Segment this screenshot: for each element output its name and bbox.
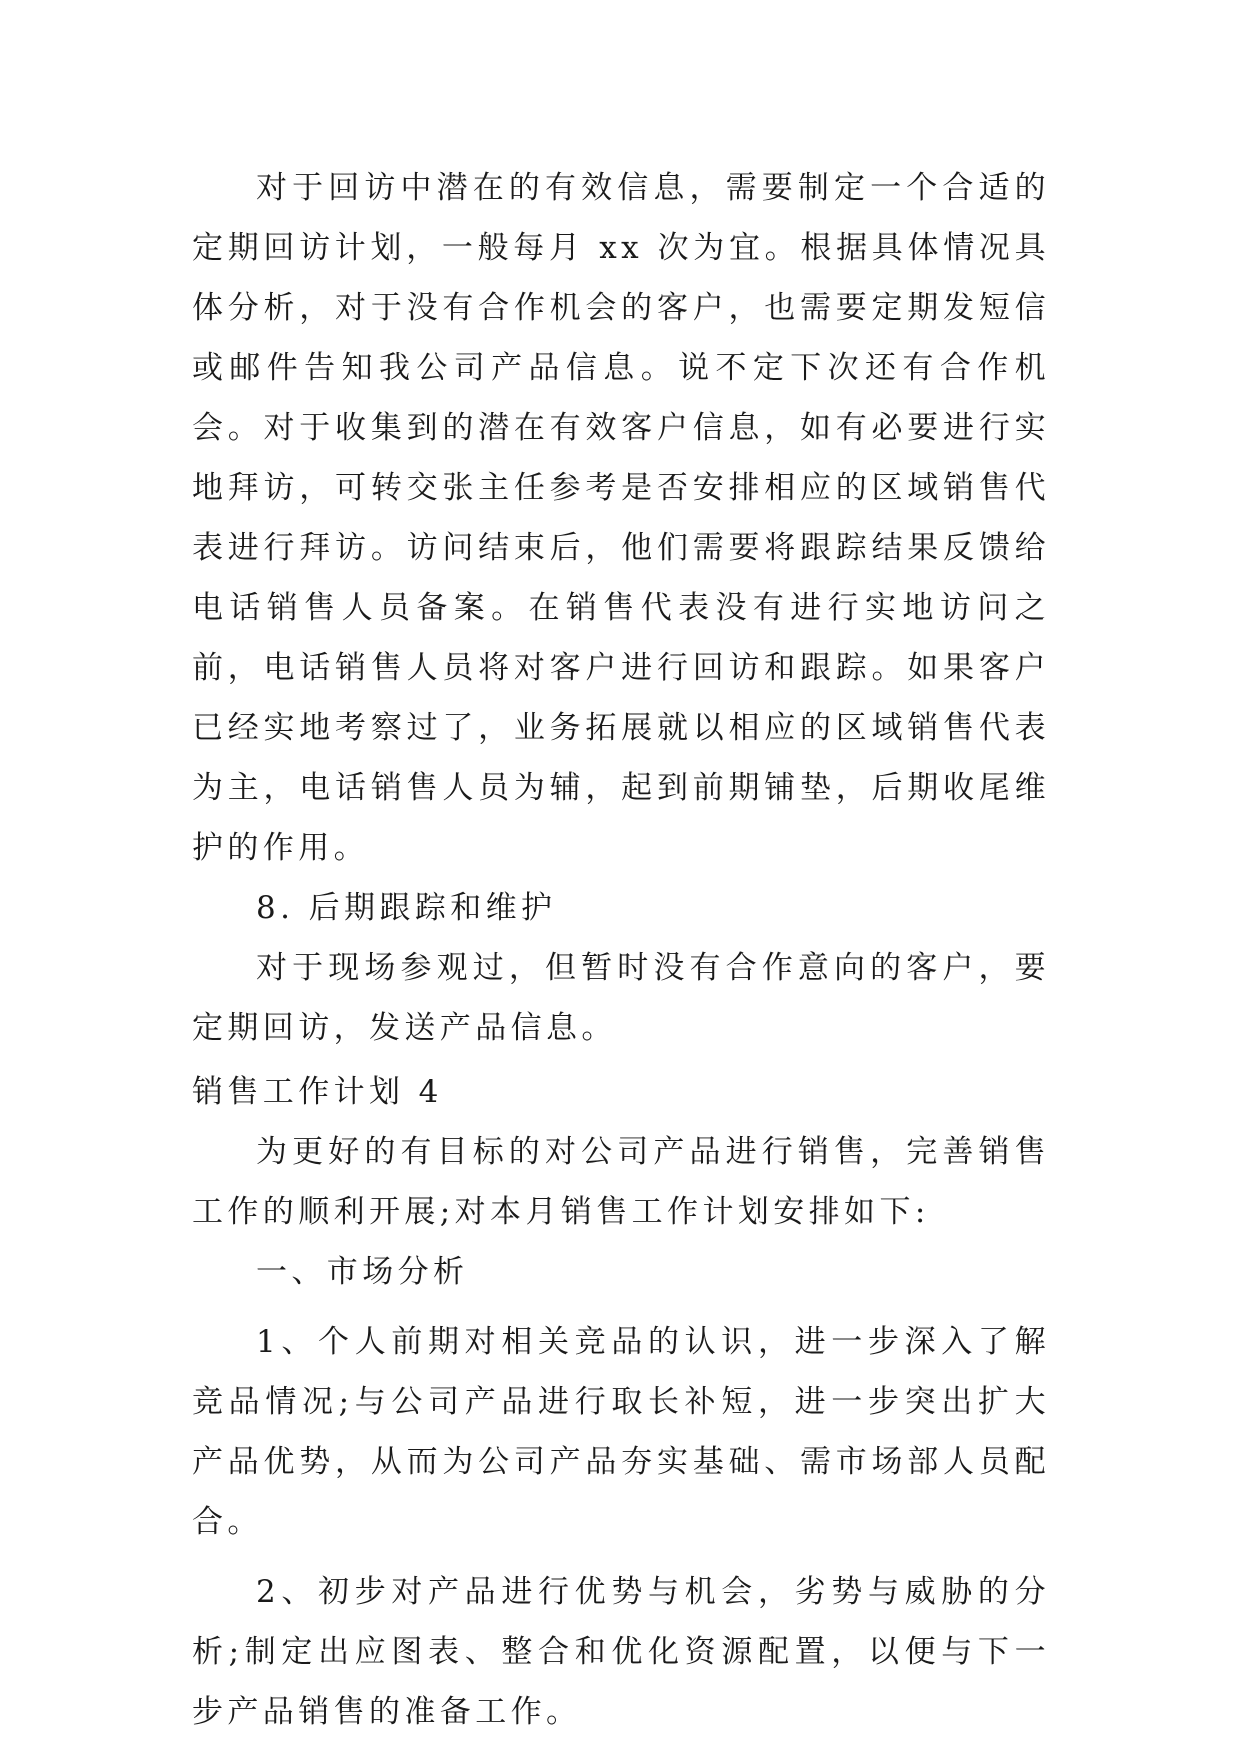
document-body <box>192 158 1050 1742</box>
list-item-competitor-analysis: 1、个人前期对相关竞品的认识，进一步深入了解竞品情况;与公司产品进行取长补短，进一步突出扩大产品优势，从而为公司产品夯实基础、需市场部人员配合。 <box>192 1324 1050 1540</box>
section-title-sales-plan-4: 销售工作计划 4 <box>192 1074 443 1110</box>
heading-followup-maintenance: 8. 后期跟踪和维护 <box>256 890 557 926</box>
paragraph-visited-customers: 对于现场参观过，但暂时没有合作意向的客户，要定期回访，发送产品信息。 <box>192 950 1050 1046</box>
list-item-swot-analysis: 2、初步对产品进行优势与机会，劣势与威胁的分析;制定出应图表、整合和优化资源配置，以便与下一步产品销售的准备工作。 <box>192 1574 1050 1730</box>
heading-market-analysis: 一、市场分析 <box>256 1254 469 1290</box>
paragraph-plan-intro: 为更好的有目标的对公司产品进行销售，完善销售工作的顺利开展;对本月销售工作计划安排如下: <box>192 1134 1050 1230</box>
paragraph-followup-plan: 对于回访中潜在的有效信息，需要制定一个合适的定期回访计划，一般每月 xx 次为宜。根据具体情况具体分析，对于没有合作机会的客户，也需要定期发短信或邮件告知我公司产品信息。说不定下次还有合作机会。对于收集到的潜在有效客户信息，如有必要进行实地拜访，可转交张主任参考是否安排相应的区域销售代表进行拜访。访问结束后，他们需要将跟踪结果反馈给电话销售人员备案。在销售代表没有进行实地访问之前，电话销售人员将对客户进行回访和跟踪。如果客户已经实地考察过了，业务拓展就以相应的区域销售代表为主，电话销售人员为辅，起到前期铺垫，后期收尾维护的作用。 <box>192 170 1050 866</box>
